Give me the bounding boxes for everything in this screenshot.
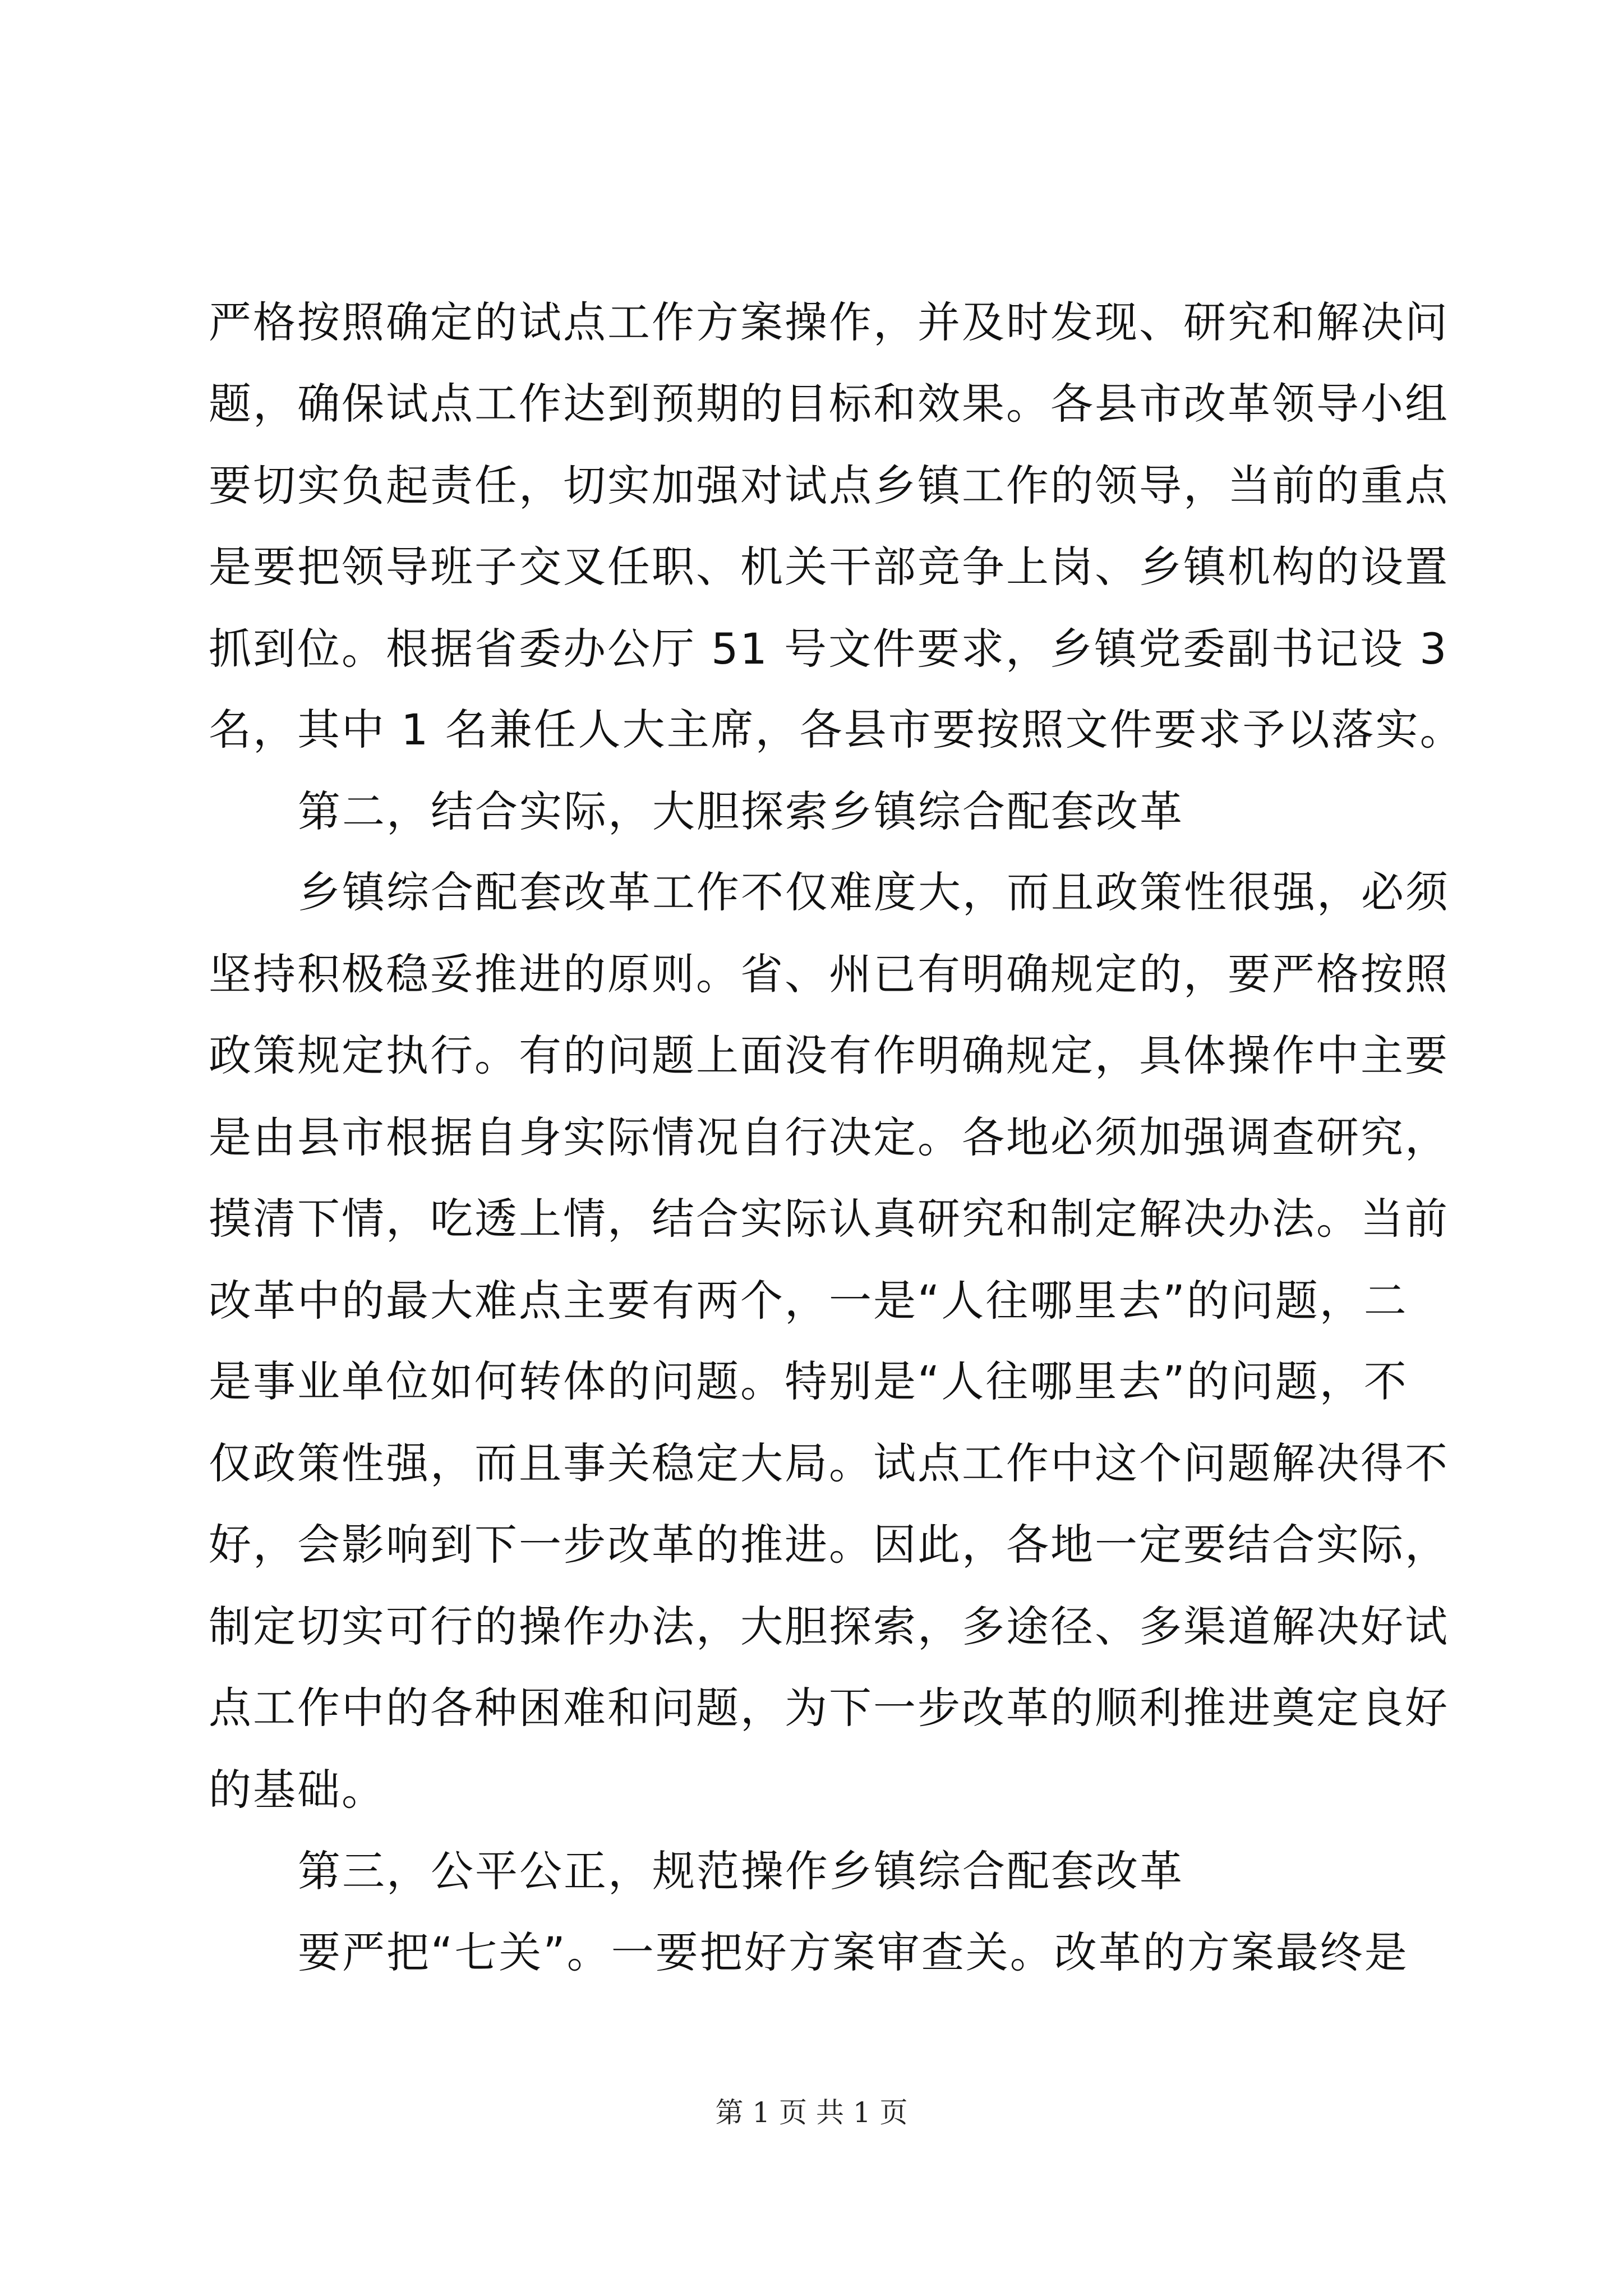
text-line: 的基础。 bbox=[209, 1765, 386, 1815]
text-line: 题，确保试点工作达到预期的目标和效果。各县市改革领导小组 bbox=[209, 379, 1449, 429]
text-line: 要切实负起责任，切实加强对试点乡镇工作的领导，当前的重点 bbox=[209, 461, 1449, 510]
text-line: 改革中的最大难点主要有两个，一是“人往哪里去”的问题，二 bbox=[209, 1276, 1408, 1326]
text-line: 是要把领导班子交叉任职、机关干部竞争上岗、乡镇机构的设置 bbox=[209, 542, 1449, 592]
text-line: 是由县市根据自身实际情况自行决定。各地必须加强调查研究， bbox=[209, 1112, 1449, 1162]
text-line: 名，其中 1 名兼任人大主席，各县市要按照文件要求予以落实。 bbox=[209, 705, 1464, 754]
text-line: 好，会影响到下一步改革的推进。因此，各地一定要结合实际， bbox=[209, 1520, 1449, 1570]
text-line: 严格按照确定的试点工作方案操作，并及时发现、研究和解决问 bbox=[209, 297, 1449, 347]
text-line: 点工作中的各种困难和问题，为下一步改革的顺利推进奠定良好 bbox=[209, 1683, 1449, 1733]
text-line: 摸清下情，吃透上情，结合实际认真研究和制定解决办法。当前 bbox=[209, 1194, 1449, 1244]
text-line: 要严把“七关”。一要把好方案审查关。改革的方案最终是 bbox=[298, 1927, 1409, 1977]
text-line: 抓到位。根据省委办公厅 51 号文件要求，乡镇党委副书记设 3 bbox=[209, 624, 1449, 674]
text-line: 制定切实可行的操作办法，大胆探索，多途径、多渠道解决好试 bbox=[209, 1602, 1449, 1651]
text-line: 乡镇综合配套改革工作不仅难度大，而且政策性很强，必须 bbox=[298, 867, 1450, 917]
text-line: 坚持积极稳妥推进的原则。省、州已有明确规定的，要严格按照 bbox=[209, 949, 1449, 999]
text-line: 是事业单位如何转体的问题。特别是“人往哪里去”的问题，不 bbox=[209, 1356, 1408, 1406]
text-line: 政策规定执行。有的问题上面没有作明确规定，具体操作中主要 bbox=[209, 1030, 1449, 1080]
section-heading: 第二，结合实际，大胆探索乡镇综合配套改革 bbox=[298, 786, 1184, 836]
page-footer: 第 1 页 共 1 页 bbox=[715, 2096, 908, 2129]
text-line: 仅政策性强，而且事关稳定大局。试点工作中这个问题解决得不 bbox=[209, 1438, 1449, 1488]
section-heading: 第三，公平公正，规范操作乡镇综合配套改革 bbox=[298, 1846, 1184, 1896]
